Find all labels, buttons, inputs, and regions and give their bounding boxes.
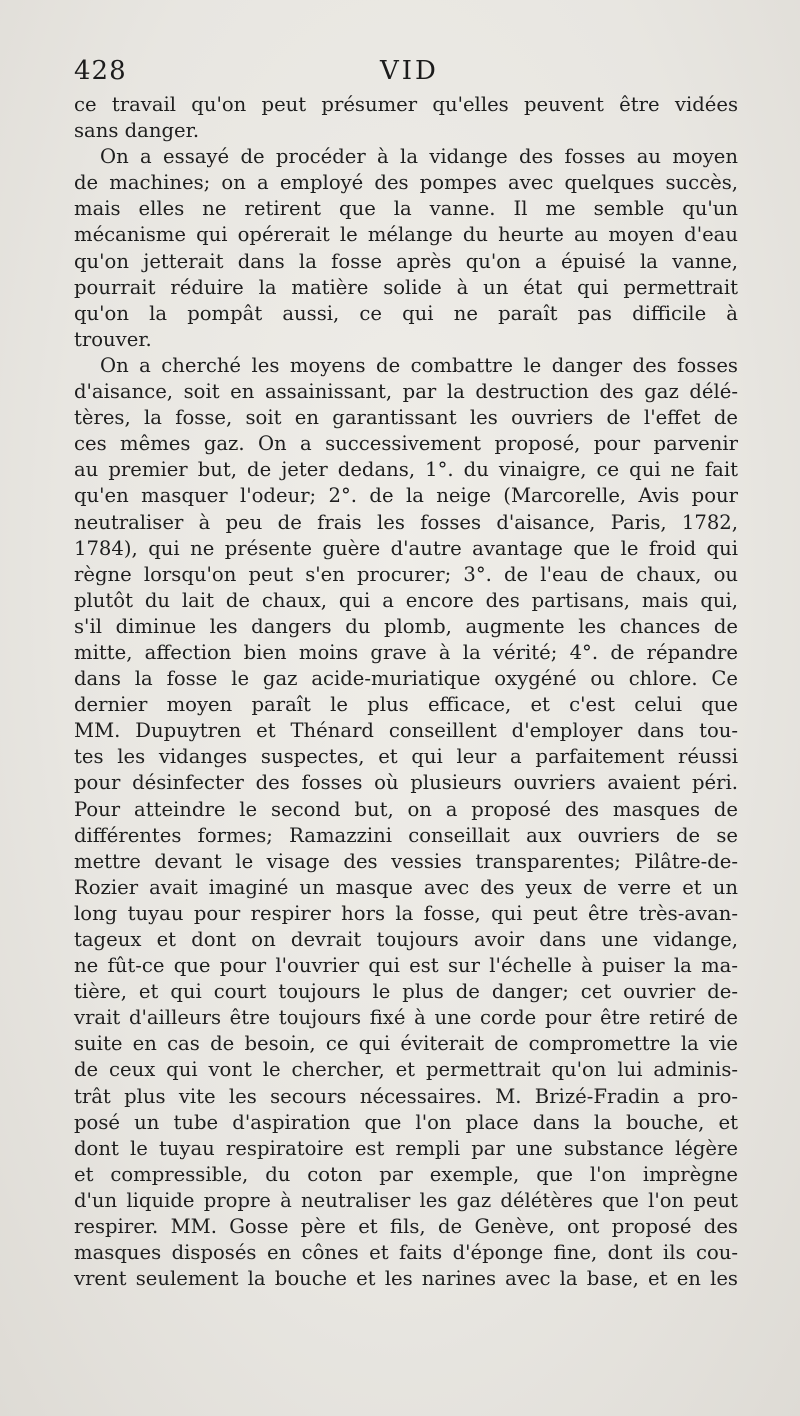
running-head [74, 56, 738, 92]
text-line: Pour atteindre le second but, on a proposé des masques de [74, 797, 738, 821]
body-text [74, 92, 738, 1292]
text-line: tageux et dont on devrait toujours avoir dans une vidange, [74, 928, 738, 951]
text-line: de machines; on a employé des pompes avec quelques succès, [74, 171, 738, 195]
text-line: d'un liquide propre à neutraliser les gaz délétères que l'on peut [74, 1188, 738, 1212]
text-line: mitte, affection bien moins grave à la vérité; 4°. de répandre [74, 640, 738, 664]
text-line: 1784), qui ne présente guère d'autre avantage que le froid qui [74, 536, 738, 560]
text-line: mécanisme qui opérerait le mélange du heurte au moyen d'eau [74, 223, 738, 247]
text-line: mettre devant le visage des vessies transparentes; Pilâtre-de- [74, 849, 738, 873]
text-line: MM. Dupuytren et Thénard conseillent d'employer dans tou- [74, 719, 738, 743]
text-line: qu'on jetterait dans la fosse après qu'on a épuisé la vanne, [74, 249, 738, 273]
text-line: qu'on la pompât aussi, ce qui ne paraît pas difficile à [74, 301, 738, 325]
text-line: neutraliser à peu de frais les fosses d'aisance, Paris, 1782, [74, 510, 738, 534]
text-line: dernier moyen paraît le plus efficace, et c'est celui que [74, 693, 738, 717]
text-line: vrent seulement la bouche et les narines avec la base, et en les [74, 1267, 738, 1291]
text-line: dont le tuyau respiratoire est rempli par une substance légère [74, 1136, 738, 1160]
text-line: trât plus vite les secours nécessaires. M. Brizé-Fradin a pro- [74, 1084, 738, 1108]
text-line: dans la fosse le gaz acide-muriatique oxygéné ou chlore. Ce [74, 667, 738, 691]
text-line: long tuyau pour respirer hors la fosse, qui peut être très-avan- [74, 901, 738, 925]
text-line: posé un tube d'aspiration que l'on place dans la bouche, et [74, 1110, 738, 1134]
text-line: trouver. [74, 327, 152, 351]
text-line: masques disposés en cônes et faits d'éponge fine, dont ils cou- [74, 1241, 738, 1265]
text-line: plutôt du lait de chaux, qui a encore des partisans, mais qui, [74, 588, 738, 612]
text-line: pour désinfecter des fosses où plusieurs ouvriers avaient péri. [74, 771, 738, 795]
text-line: ce travail qu'on peut présumer qu'elles peuvent être vidées [74, 93, 738, 116]
text-line: Rozier avait imaginé un masque avec des yeux de verre et un [74, 875, 738, 899]
text-line: tères, la fosse, soit en garantissant les ouvriers de l'effet de [74, 406, 738, 430]
text-line: respirer. MM. Gosse père et fils, de Genève, ont proposé des [74, 1215, 738, 1239]
text-line: suite en cas de besoin, ce qui éviterait de compromettre la vie [74, 1032, 738, 1056]
text-line: et compressible, du coton par exemple, que l'on imprègne [74, 1162, 738, 1186]
page-number: 428 [74, 56, 127, 86]
text-line: ne fût-ce que pour l'ouvrier qui est sur l'échelle à puiser la ma- [74, 954, 738, 978]
text-line: mais elles ne retirent que la vanne. Il me semble qu'un [74, 197, 738, 221]
text-line: règne lorsqu'on peut s'en procurer; 3°. de l'eau de chaux, ou [74, 562, 738, 586]
text-line: différentes formes; Ramazzini conseillait aux ouvriers de se [74, 823, 738, 847]
text-line: tière, et qui court toujours le plus de danger; cet ouvrier de- [74, 980, 738, 1004]
text-line: au premier but, de jeter dedans, 1°. du vinaigre, ce qui ne fait [74, 458, 738, 482]
text-line: s'il diminue les dangers du plomb, augmente les chances de [74, 614, 738, 638]
text-line: sans danger. [74, 119, 200, 143]
text-line: On a cherché les moyens de combattre le danger des fosses [100, 353, 738, 377]
text-line: ces mêmes gaz. On a successivement proposé, pour parvenir [74, 432, 738, 456]
text-line: tes les vidanges suspectes, et qui leur a parfaitement réussi [74, 745, 738, 769]
text-line: pourrait réduire la matière solide à un état qui permettrait [74, 275, 738, 299]
text-line: de ceux qui vont le chercher, et permettrait qu'on lui adminis- [74, 1058, 738, 1082]
text-line: d'aisance, soit en assainissant, par la destruction des gaz délé- [74, 380, 738, 404]
text-line: qu'en masquer l'odeur; 2°. de la neige (Marcorelle, Avis pour [74, 484, 738, 508]
running-title: VID [380, 56, 439, 86]
text-line: On a essayé de procéder à la vidange des fosses au moyen [100, 145, 738, 169]
text-line: vrait d'ailleurs être toujours fixé à une corde pour être retiré de [74, 1006, 738, 1030]
